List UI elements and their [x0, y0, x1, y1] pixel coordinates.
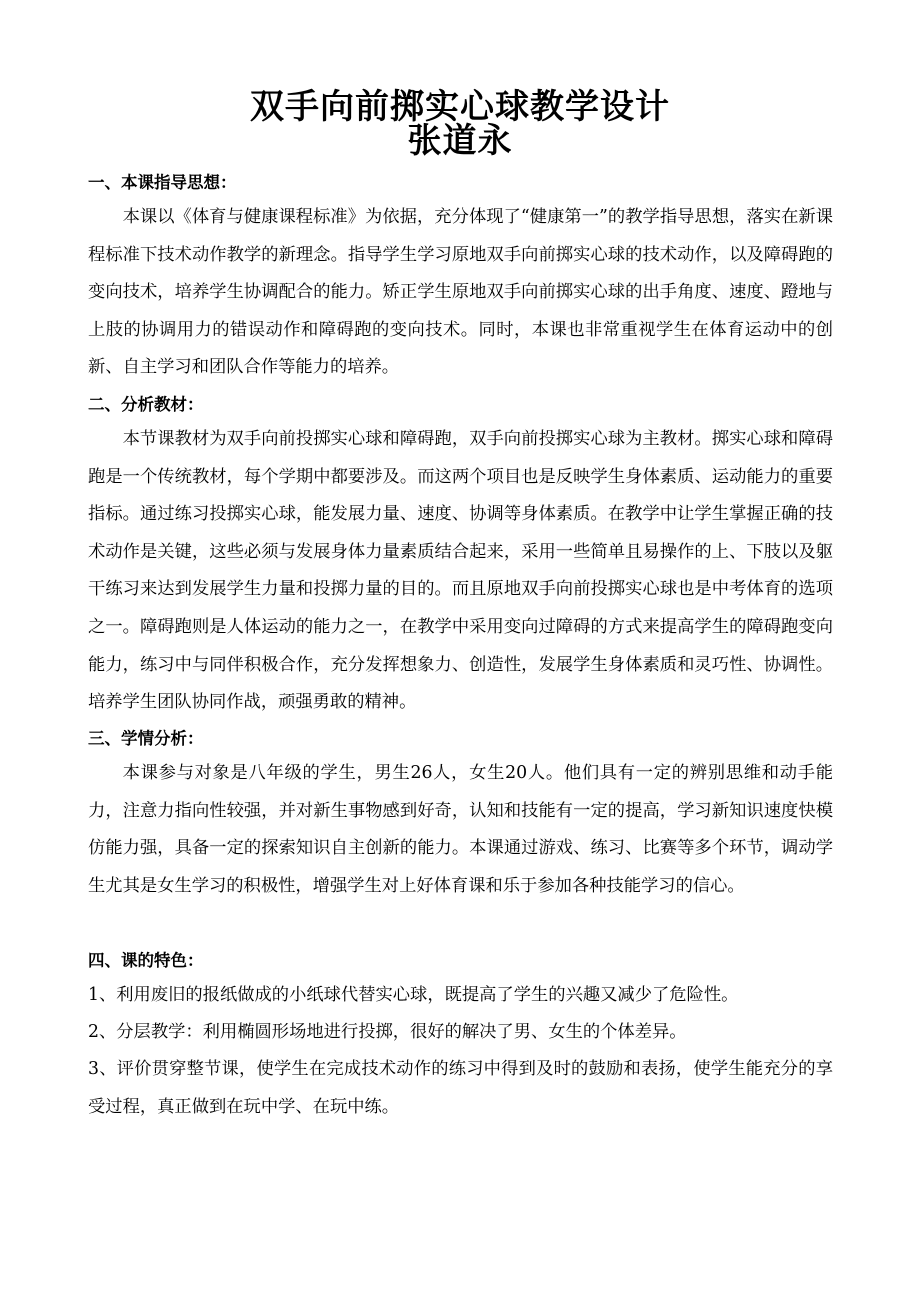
section-heading-guiding-ideology: 一、本课指导思想： [88, 173, 237, 192]
list-item-feature-1: 1、利用废旧的报纸做成的小纸球代替实心球，既提高了学生的兴趣又减少了危险性。 [88, 985, 739, 1005]
section-heading-lesson-features: 四、课的特色： [88, 951, 204, 970]
document-title: 双手向前掷实心球教学设计 [250, 87, 670, 127]
list-item-feature-3: 3、评价贯穿整节课，使学生在完成技术动作的练习中得到及时的鼓励和表扬，使学生能充分的享受过程，真正做到在玩中学、在玩中练。 [88, 1059, 833, 1117]
document-author: 张道永 [407, 121, 513, 161]
section-paragraph-textbook-analysis: 本节课教材为双手向前投掷实心球和障碍跑，双手向前投掷实心球为主教材。掷实心球和障碍跑是一个传统教材，每个学期中都要涉及。而这两个项目也是反映学生身体素质、运动能力的重要指标。通过练习投掷实心球，能发展力量、速度、协调等身体素质。在教学中让学生掌握正确的技术动作是关键，这些必须与发展身体力量素质结合起来，采用一些简单且易操作的上、下肢以及躯干练习来达到发展学生力量和投掷力量的目的。而且原地双手向前投掷实心球也是中考体育的选项之一。障碍跑则是人体运动的能力之一，在教学中采用变向过障碍的方式来提高学生的障碍跑变向能力，练习中与同伴积极合作，充分发挥想象力、创造性，发展学生身体素质和灵巧性、协调性。培养学生团队协同作战，顽强勇敢的精神。 [88, 429, 833, 713]
section-paragraph-student-analysis: 本课参与对象是八年级的学生，男生26人，女生20人。他们具有一定的辨别思维和动手能力，注意力指向性较强，并对新生事物感到好奇，认知和技能有一定的提高，学习新知识速度快模仿能力强，具备一定的探索知识自主创新的能力。本课通过游戏、练习、比赛等多个环节，调动学生尤其是女生学习的积极性，增强学生对上好体育课和乐于参加各种技能学习的信心。 [88, 763, 833, 896]
section-paragraph-guiding-ideology: 本课以《体育与健康课程标准》为依据，充分体现了“健康第一”的教学指导思想，落实在新课程标准下技术动作教学的新理念。指导学生学习原地双手向前掷实心球的技术动作，以及障碍跑的变向技术，培养学生协调配合的能力。矫正学生原地双手向前掷实心球的出手角度、速度、蹬地与上肢的协调用力的错误动作和障碍跑的变向技术。同时，本课也非常重视学生在体育运动中的创新、自主学习和团队合作等能力的培养。 [88, 207, 833, 378]
section-heading-textbook-analysis: 二、分析教材： [88, 395, 204, 414]
list-item-feature-2: 2、分层教学：利用椭圆形场地进行投掷，很好的解决了男、女生的个体差异。 [88, 1022, 687, 1042]
section-heading-student-analysis: 三、学情分析： [88, 729, 204, 748]
